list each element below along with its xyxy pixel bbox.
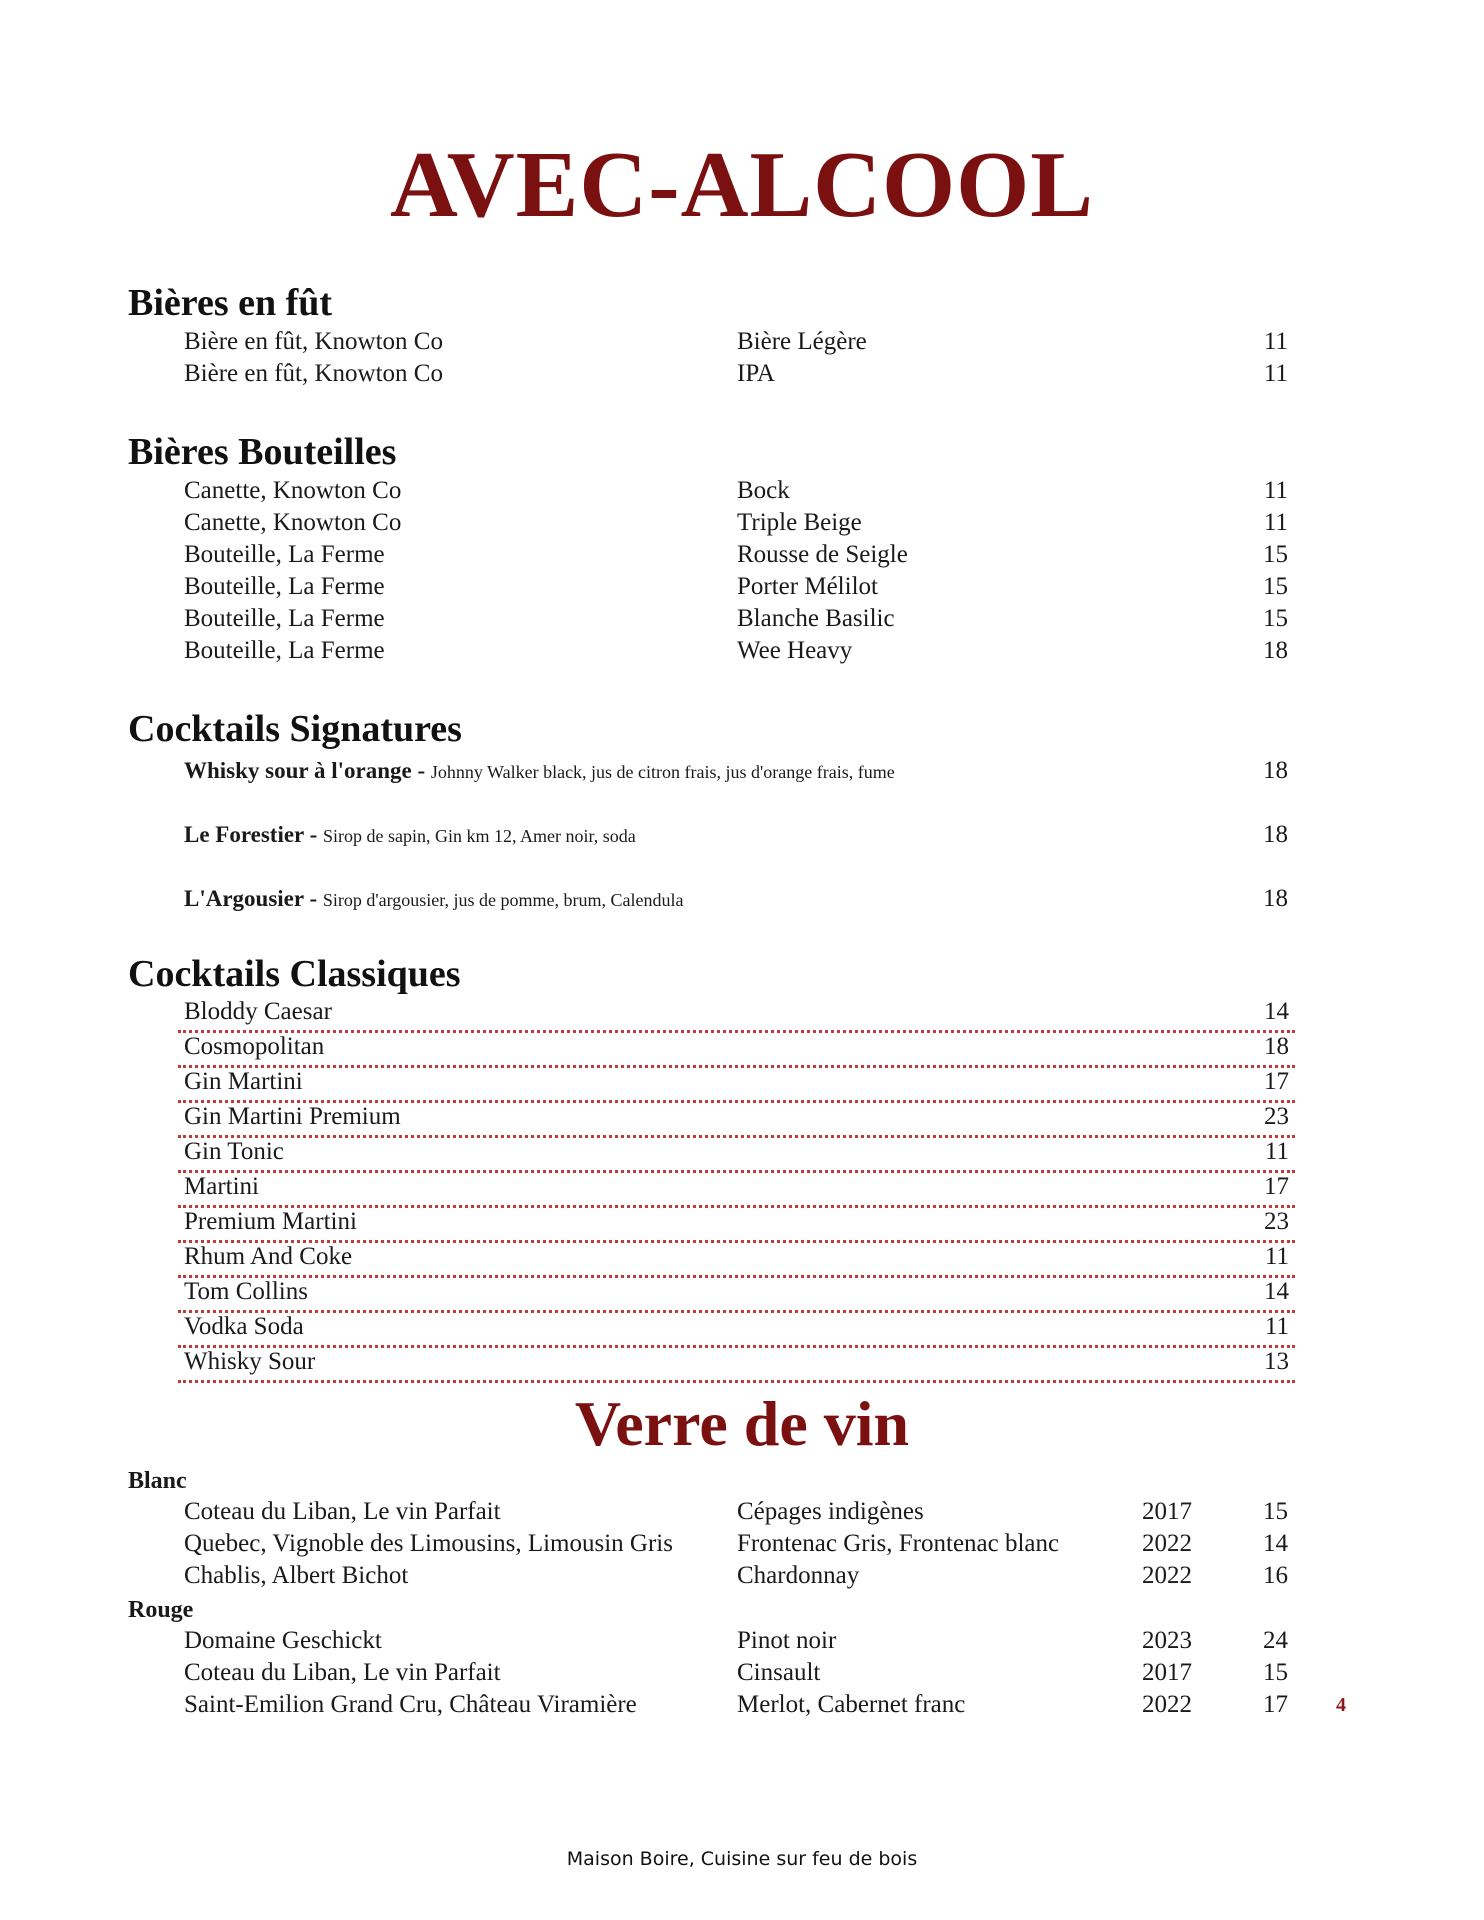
section-title-draft: Bières en fût bbox=[128, 282, 333, 324]
list-item bbox=[0, 603, 1484, 635]
wine-year: 2017 bbox=[1142, 1659, 1192, 1686]
list-item bbox=[178, 1243, 1295, 1278]
item-name: Bière en fût, Knowton Co bbox=[184, 360, 443, 387]
wine-name: Saint-Emilion Grand Cru, Château Viramière bbox=[184, 1691, 637, 1718]
item-name: Gin Martini bbox=[184, 1068, 303, 1095]
wine-category-red: Rouge bbox=[128, 1597, 194, 1623]
item-price: 11 bbox=[1263, 328, 1288, 355]
item-name: Vodka Soda bbox=[184, 1313, 304, 1340]
item-price: 13 bbox=[1264, 1348, 1289, 1375]
item-style: Triple Beige bbox=[737, 509, 862, 536]
list-item bbox=[178, 1208, 1295, 1243]
item-price: 18 bbox=[1263, 885, 1288, 912]
list-item bbox=[0, 883, 1484, 915]
wine-grape: Cépages indigènes bbox=[737, 1498, 924, 1525]
list-item bbox=[178, 1278, 1295, 1313]
item-price: 23 bbox=[1264, 1208, 1289, 1235]
list-item bbox=[178, 1103, 1295, 1138]
list-item bbox=[0, 1625, 1484, 1657]
item-name: Canette, Knowton Co bbox=[184, 477, 402, 504]
cocktail-description: Sirop de sapin, Gin km 12, Amer noir, soda bbox=[323, 826, 636, 846]
list-item bbox=[0, 507, 1484, 539]
item-style: IPA bbox=[737, 360, 775, 387]
list-item bbox=[0, 571, 1484, 603]
list-item bbox=[0, 755, 1484, 787]
section-title-classics: Cocktails Classiques bbox=[128, 953, 461, 995]
separator: - bbox=[411, 758, 431, 783]
item-price: 18 bbox=[1263, 637, 1288, 664]
item-price: 23 bbox=[1264, 1103, 1289, 1130]
page-number: 4 bbox=[1336, 1694, 1346, 1716]
list-item bbox=[178, 1173, 1295, 1208]
item-name: Martini bbox=[184, 1173, 259, 1200]
list-item bbox=[178, 1068, 1295, 1103]
list-item bbox=[178, 1313, 1295, 1348]
list-item bbox=[0, 326, 1484, 358]
wine-grape: Cinsault bbox=[737, 1659, 821, 1686]
item-style: Wee Heavy bbox=[737, 637, 853, 664]
item-name: Tom Collins bbox=[184, 1278, 308, 1305]
item-name: Bouteille, La Ferme bbox=[184, 637, 385, 664]
item-price: 11 bbox=[1263, 360, 1288, 387]
item-price: 18 bbox=[1263, 821, 1288, 848]
item-name: Gin Martini Premium bbox=[184, 1103, 401, 1130]
footer-text: Maison Boire, Cuisine sur feu de bois bbox=[566, 1848, 918, 1870]
wine-name: Chablis, Albert Bichot bbox=[184, 1562, 409, 1589]
list-item bbox=[0, 539, 1484, 571]
wine-year: 2022 bbox=[1142, 1562, 1192, 1589]
item-price: 14 bbox=[1264, 998, 1289, 1025]
wine-name: Coteau du Liban, Le vin Parfait bbox=[184, 1659, 501, 1686]
wine-year: 2022 bbox=[1142, 1530, 1192, 1557]
item-price: 18 bbox=[1263, 757, 1288, 784]
list-item bbox=[178, 1033, 1295, 1068]
item-style: Bock bbox=[737, 477, 790, 504]
item-style: Bière Légère bbox=[737, 328, 867, 355]
classic-cocktail-list bbox=[178, 998, 1295, 1383]
item-name: Canette, Knowton Co bbox=[184, 509, 402, 536]
section-title-signatures: Cocktails Signatures bbox=[128, 708, 462, 750]
wine-grape: Frontenac Gris, Frontenac blanc bbox=[737, 1530, 1060, 1557]
item-name: Bloddy Caesar bbox=[184, 998, 332, 1025]
item-price: 17 bbox=[1264, 1068, 1289, 1095]
item-price: 14 bbox=[1264, 1278, 1289, 1305]
wine-year: 2022 bbox=[1142, 1691, 1192, 1718]
item-price: 15 bbox=[1263, 1498, 1288, 1525]
item-name: Bouteille, La Ferme bbox=[184, 541, 385, 568]
wine-year: 2017 bbox=[1142, 1498, 1192, 1525]
section-title-bottles: Bières Bouteilles bbox=[128, 431, 397, 473]
item-price: 11 bbox=[1264, 1313, 1289, 1340]
item-price: 17 bbox=[1264, 1173, 1289, 1200]
list-item bbox=[0, 1689, 1484, 1721]
separator: - bbox=[303, 822, 324, 847]
list-item bbox=[178, 1348, 1295, 1383]
wine-grape: Pinot noir bbox=[737, 1627, 837, 1654]
list-item bbox=[0, 1560, 1484, 1592]
item-price: 24 bbox=[1263, 1627, 1288, 1654]
item-name: Rhum And Coke bbox=[184, 1243, 353, 1270]
item-name: Premium Martini bbox=[184, 1208, 357, 1235]
item-price: 11 bbox=[1263, 509, 1288, 536]
item-style: Blanche Basilic bbox=[737, 605, 895, 632]
list-item bbox=[0, 475, 1484, 507]
list-item bbox=[0, 1657, 1484, 1689]
list-item bbox=[178, 1138, 1295, 1173]
cocktail-name: Whisky sour à l'orange bbox=[184, 758, 412, 783]
list-item bbox=[0, 635, 1484, 667]
wine-name: Domaine Geschickt bbox=[184, 1627, 382, 1654]
item-name: Whisky Sour bbox=[184, 1348, 316, 1375]
wine-category-white: Blanc bbox=[128, 1468, 187, 1494]
item-price: 11 bbox=[1264, 1138, 1289, 1165]
item-name: Bière en fût, Knowton Co bbox=[184, 328, 443, 355]
item-price: 14 bbox=[1263, 1530, 1288, 1557]
item-price: 15 bbox=[1263, 573, 1288, 600]
item-name: Cosmopolitan bbox=[184, 1033, 325, 1060]
item-price: 16 bbox=[1263, 1562, 1288, 1589]
wine-grape: Merlot, Cabernet franc bbox=[737, 1691, 966, 1718]
item-name: Bouteille, La Ferme bbox=[184, 573, 385, 600]
item-price: 18 bbox=[1264, 1033, 1289, 1060]
wine-section-title: Verre de vin bbox=[574, 1388, 910, 1459]
item-name: Bouteille, La Ferme bbox=[184, 605, 385, 632]
wine-name: Coteau du Liban, Le vin Parfait bbox=[184, 1498, 501, 1525]
wine-name: Quebec, Vignoble des Limousins, Limousin Gris bbox=[184, 1530, 673, 1557]
item-price: 17 bbox=[1263, 1691, 1288, 1718]
item-price: 15 bbox=[1263, 541, 1288, 568]
page-title: AVEC-ALCOOL bbox=[390, 133, 1094, 237]
item-style: Porter Mélilot bbox=[737, 573, 878, 600]
item-style: Rousse de Seigle bbox=[737, 541, 908, 568]
item-price: 15 bbox=[1263, 605, 1288, 632]
list-item bbox=[178, 998, 1295, 1033]
cocktail-description: Sirop d'argousier, jus de pomme, brum, Calendula bbox=[322, 890, 684, 910]
cocktail-name: L'Argousier bbox=[184, 886, 304, 911]
separator: - bbox=[303, 886, 323, 911]
list-item bbox=[0, 819, 1484, 851]
wine-grape: Chardonnay bbox=[737, 1562, 860, 1589]
cocktail-description: Johnny Walker black, jus de citron frais, jus d'orange frais, fume bbox=[430, 762, 895, 782]
list-item bbox=[0, 1528, 1484, 1560]
cocktail-name: Le Forestier bbox=[184, 822, 304, 847]
list-item bbox=[0, 358, 1484, 390]
item-price: 15 bbox=[1263, 1659, 1288, 1686]
item-price: 11 bbox=[1263, 477, 1288, 504]
wine-year: 2023 bbox=[1142, 1627, 1192, 1654]
list-item bbox=[0, 1496, 1484, 1528]
item-price: 11 bbox=[1264, 1243, 1289, 1270]
item-name: Gin Tonic bbox=[184, 1138, 284, 1165]
